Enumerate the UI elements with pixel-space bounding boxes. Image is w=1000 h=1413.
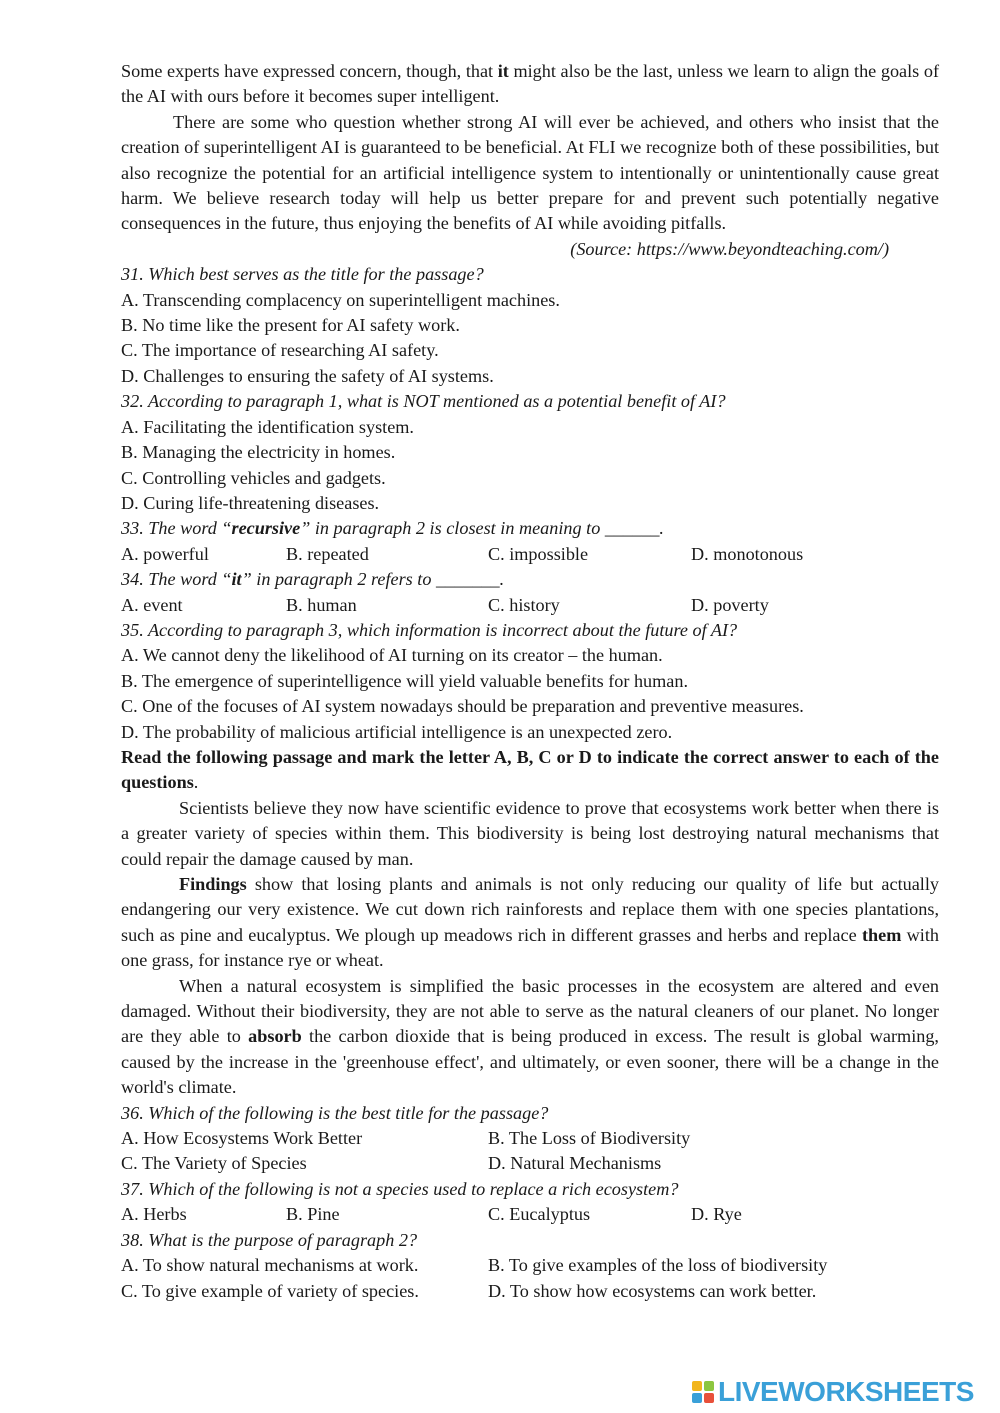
q31-option-a[interactable]: A. Transcending complacency on superintelligent machines. xyxy=(121,289,560,310)
passage2-paragraph-1: Scientists believe they now have scientific evidence to prove that ecosystems work better when there is a greater variety of species within them. This biodiversity is being lost destroying natural mechanisms that could repair the damage caused by man. xyxy=(121,797,939,869)
q31-option-b[interactable]: B. No time like the present for AI safety work. xyxy=(121,315,460,336)
q36-option-d[interactable]: D. Natural Mechanisms xyxy=(488,1153,662,1174)
q35-option-b[interactable]: B. The emergence of superintelligence will yield valuable benefits for human. xyxy=(121,670,688,691)
section-instruction: Read the following passage and mark the letter A, B, C or D to indicate the correct answer to each of the questions. xyxy=(121,746,939,793)
q32-option-c[interactable]: C. Controlling vehicles and gadgets. xyxy=(121,467,386,488)
question-31: 31. Which best serves as the title for the passage? xyxy=(121,264,484,285)
q36-options-row-2 xyxy=(121,1151,939,1176)
q37-option-b[interactable]: B. Pine xyxy=(286,1204,340,1225)
q37-option-c[interactable]: C. Eucalyptus xyxy=(488,1204,591,1225)
question-33: 33. The word “recursive” in paragraph 2 is closest in meaning to ______. xyxy=(121,518,664,539)
q33-options xyxy=(121,542,939,567)
q32-option-b[interactable]: B. Managing the electricity in homes. xyxy=(121,442,396,463)
question-38: 38. What is the purpose of paragraph 2? xyxy=(121,1229,418,1250)
q38-option-d[interactable]: D. To show how ecosystems can work better. xyxy=(488,1280,817,1301)
q37-option-d[interactable]: D. Rye xyxy=(691,1204,742,1225)
logo-square-1 xyxy=(692,1381,702,1391)
logo-text: LIVEWORKSHEETS xyxy=(718,1376,974,1407)
passage1-paragraph-end: Some experts have expressed concern, though, that it might also be the last, unless we learn to align the goals of the AI with ours before it becomes super intelligent. xyxy=(121,61,939,107)
logo-square-3 xyxy=(692,1393,702,1403)
q33-option-b[interactable]: B. repeated xyxy=(286,543,369,564)
q34-option-a[interactable]: A. event xyxy=(121,594,183,615)
question-37: 37. Which of the following is not a species used to replace a rich ecosystem? xyxy=(121,1178,679,1199)
q36-option-c[interactable]: C. The Variety of Species xyxy=(121,1153,307,1174)
q32-option-a[interactable]: A. Facilitating the identification system. xyxy=(121,416,414,437)
q37-option-a[interactable]: A. Herbs xyxy=(121,1204,187,1225)
q37-options xyxy=(121,1202,939,1227)
q36-options-row-1 xyxy=(121,1126,939,1151)
logo-square-4 xyxy=(704,1393,714,1403)
q35-option-a[interactable]: A. We cannot deny the likelihood of AI turning on its creator – the human. xyxy=(121,645,663,666)
q33-option-d[interactable]: D. monotonous xyxy=(691,543,804,564)
source-citation: (Source: https://www.beyondteaching.com/) xyxy=(570,238,889,259)
logo-square-2 xyxy=(704,1381,714,1391)
q38-option-c[interactable]: C. To give example of variety of species. xyxy=(121,1280,419,1301)
q35-option-c[interactable]: C. One of the focuses of AI system nowadays should be preparation and preventive measures. xyxy=(121,696,804,717)
q38-option-a[interactable]: A. To show natural mechanisms at work. xyxy=(121,1255,419,1276)
worksheet-page xyxy=(121,59,939,1304)
q33-option-c[interactable]: C. impossible xyxy=(488,543,589,564)
q33-option-a[interactable]: A. powerful xyxy=(121,543,209,564)
q34-option-d[interactable]: D. poverty xyxy=(691,594,769,615)
liveworksheets-logo-icon xyxy=(692,1381,714,1403)
q36-option-a[interactable]: A. How Ecosystems Work Better xyxy=(121,1128,363,1149)
q38-option-b[interactable]: B. To give examples of the loss of biodiversity xyxy=(488,1255,828,1276)
passage2-paragraph-2: Findings show that losing plants and animals is not only reducing our quality of life but actually endangering our very existence. We cut down rich rainforests and replace them with one species plantations, such as pine and eucalyptus. We plough up meadows rich in different grasses and herbs and replace them with one grass, for instance rye or wheat. xyxy=(121,874,939,971)
q31-option-d[interactable]: D. Challenges to ensuring the safety of AI systems. xyxy=(121,365,494,386)
question-35: 35. According to paragraph 3, which information is incorrect about the future of AI? xyxy=(121,619,738,640)
q38-options-row-1 xyxy=(121,1253,939,1278)
q38-options-row-2 xyxy=(121,1279,939,1304)
q34-option-b[interactable]: B. human xyxy=(286,594,357,615)
q36-option-b[interactable]: B. The Loss of Biodiversity xyxy=(488,1128,691,1149)
q35-option-d[interactable]: D. The probability of malicious artificial intelligence is an unexpected zero. xyxy=(121,721,673,742)
q32-option-d[interactable]: D. Curing life-threatening diseases. xyxy=(121,492,380,513)
question-32: 32. According to paragraph 1, what is NOT mentioned as a potential benefit of AI? xyxy=(121,391,726,412)
q31-option-c[interactable]: C. The importance of researching AI safety. xyxy=(121,340,439,361)
question-34: 34. The word “it” in paragraph 2 refers to _______. xyxy=(121,569,505,590)
passage2-paragraph-3: When a natural ecosystem is simplified the basic processes in the ecosystem are altered and even damaged. Without their biodiversity, they are not able to serve as the natural cleaners of our planet. No longer are they able to absorb the carbon dioxide that is being produced in excess. The result is global warming, caused by the increase in the 'greenhouse effect', and ultimately, or even sooner, there will be a change in the world's climate. xyxy=(121,975,939,1098)
passage1-paragraph-last: There are some who question whether strong AI will ever be achieved, and others who insist that the creation of superintelligent AI is guaranteed to be beneficial. At FLI we recognize both of these possibilities, but also recognize the potential for an artificial intelligence system to intentionally or unintentionally cause great harm. We believe research today will help us better prepare for and prevent such potentially negative consequences in the future, thus enjoying the benefits of AI while avoiding pitfalls. xyxy=(121,111,939,234)
q34-option-c[interactable]: C. history xyxy=(488,594,560,615)
q34-options xyxy=(121,593,939,618)
liveworksheets-logo[interactable] xyxy=(692,1375,992,1409)
question-36: 36. Which of the following is the best title for the passage? xyxy=(121,1102,549,1123)
